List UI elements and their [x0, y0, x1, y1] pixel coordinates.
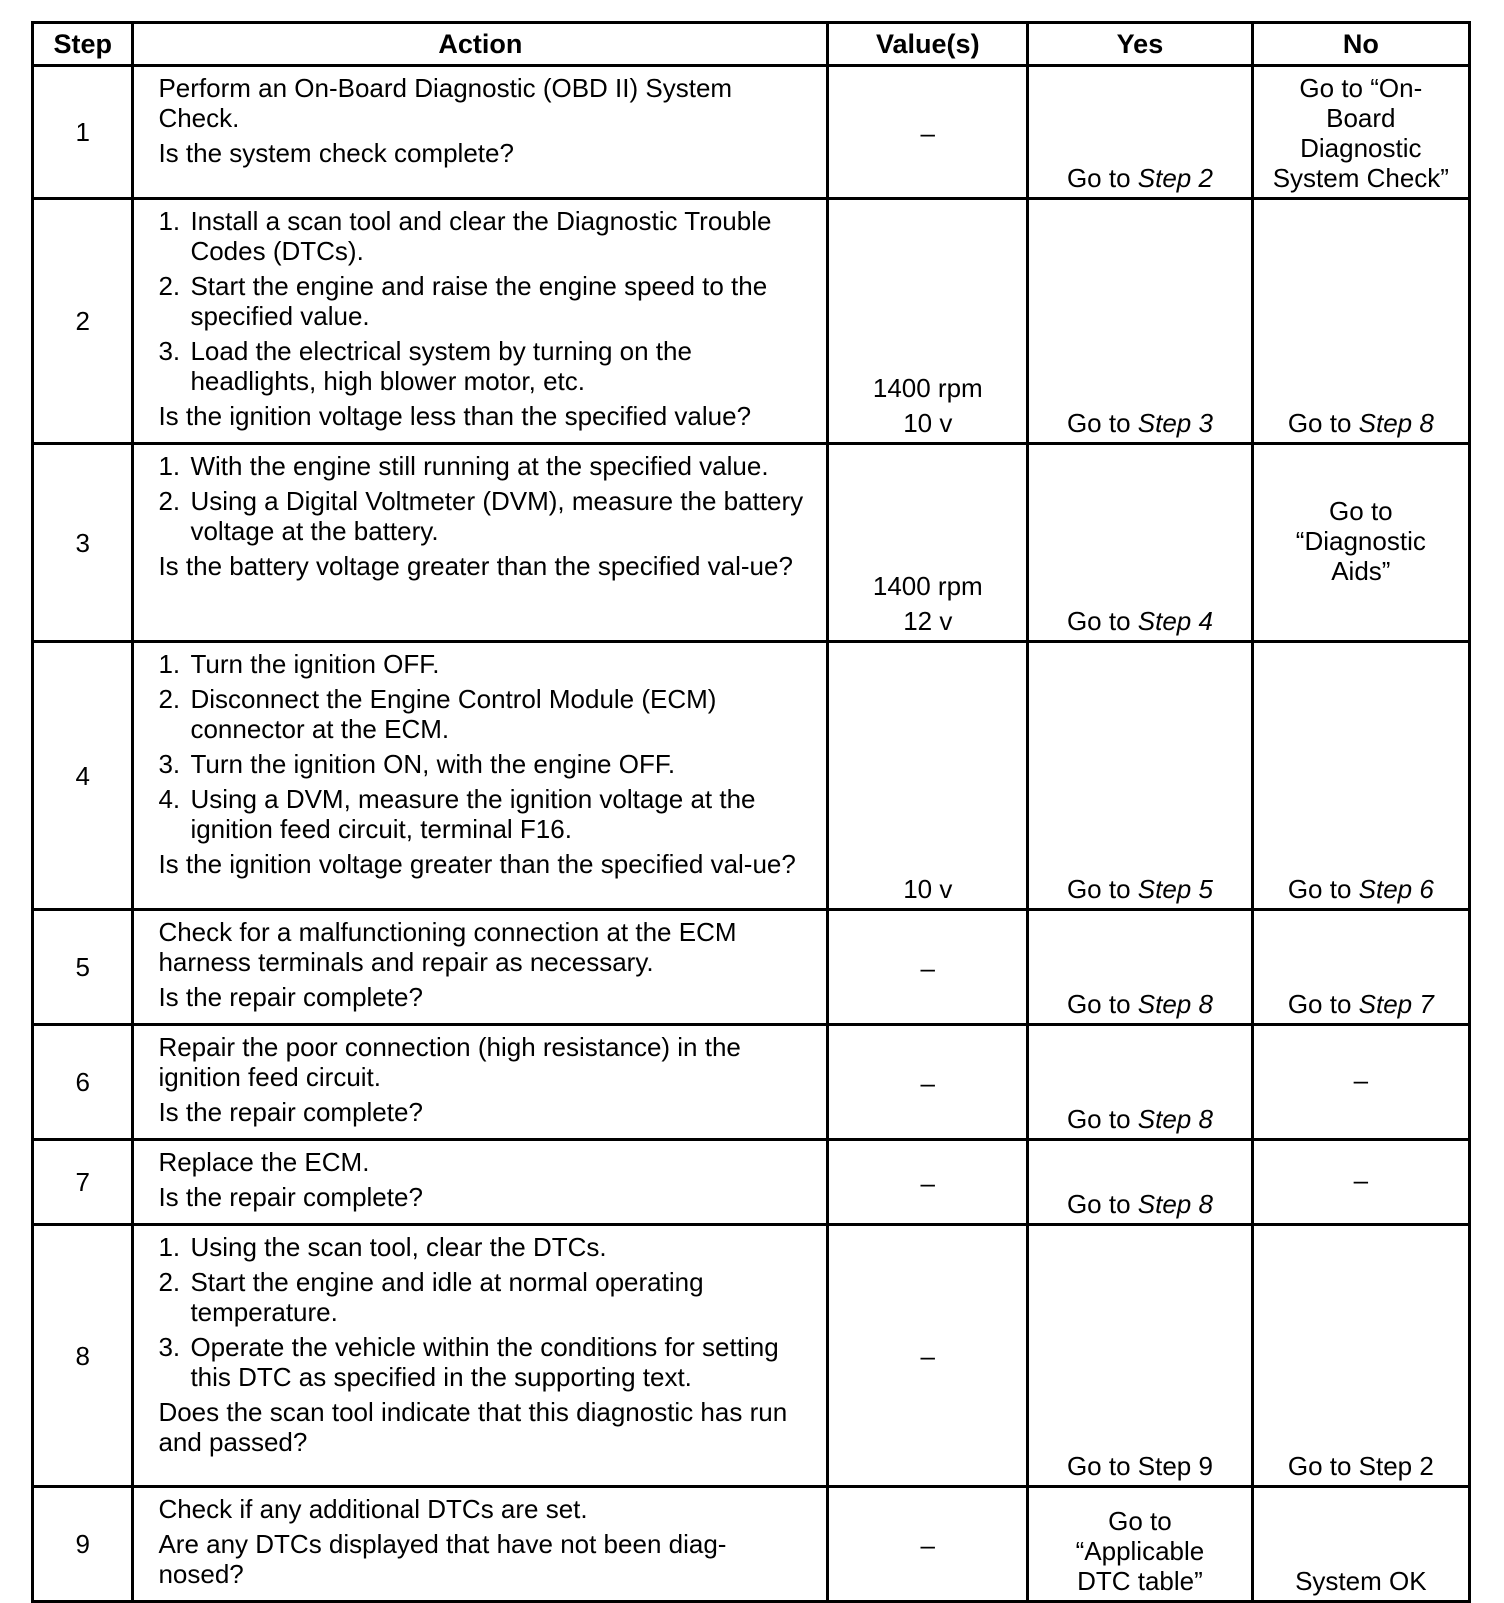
- yes-prefix: Go to “Applicable DTC table”: [1075, 1506, 1205, 1596]
- yes-link[interactable]: [1029, 408, 1250, 438]
- no-link[interactable]: [1254, 989, 1468, 1019]
- action-step-number: 4.: [158, 784, 181, 814]
- value-text: 10 v: [903, 874, 953, 904]
- value-cell: [828, 910, 1028, 1025]
- action-question: Are any DTCs displayed that have not been diag-nosed?: [158, 1529, 727, 1589]
- action-step-text: Operate the vehicle within the conditions for setting this DTC as specified in the supporting text.: [190, 1332, 779, 1392]
- action-step-text: Using the scan tool, clear the DTCs.: [190, 1232, 607, 1262]
- header-row: [33, 23, 1470, 66]
- header-step: Step: [33, 23, 133, 66]
- action-cell: [133, 199, 828, 444]
- action-step: [158, 206, 810, 266]
- yes-link[interactable]: [1029, 989, 1250, 1019]
- action-step: [158, 271, 810, 331]
- step-number: 5: [33, 910, 133, 1025]
- step-number: 8: [33, 1225, 133, 1487]
- action-question: Is the battery voltage greater than the specified val-ue?: [158, 551, 793, 581]
- yes-link[interactable]: [1029, 1104, 1250, 1134]
- no-prefix: Go to: [1287, 989, 1359, 1019]
- action-cell: [133, 1140, 828, 1225]
- yes-prefix: Go to: [1066, 163, 1138, 193]
- action-cell: [133, 642, 828, 910]
- no-cell: [1252, 66, 1469, 199]
- header-values: Value(s): [828, 23, 1028, 66]
- action-step: [158, 1332, 810, 1392]
- yes-cell: [1028, 1225, 1252, 1487]
- action-question: Check if any additional DTCs are set.: [158, 1494, 588, 1524]
- no-cell: [1252, 1487, 1469, 1602]
- yes-cell: [1028, 642, 1252, 910]
- yes-cell: [1028, 1140, 1252, 1225]
- yes-link[interactable]: [1029, 163, 1250, 193]
- action-cell: [133, 444, 828, 642]
- no-cell: [1252, 1025, 1469, 1140]
- action-cell: [133, 910, 828, 1025]
- value-cell: [828, 1140, 1028, 1225]
- action-step-text: Disconnect the Engine Control Module (ECM) connector at the ECM.: [190, 684, 717, 744]
- table-row: [33, 1225, 1470, 1487]
- step-number: 1: [33, 66, 133, 199]
- action-question: Does the scan tool indicate that this diagnostic has run and passed?: [158, 1397, 788, 1457]
- action-step-number: 1.: [158, 206, 181, 236]
- table-row: [33, 1140, 1470, 1225]
- action-step: [158, 1267, 810, 1327]
- value-text: –: [920, 1167, 936, 1198]
- no-cell: [1252, 444, 1469, 642]
- action-step: [158, 749, 810, 779]
- action-step-text: Start the engine and idle at normal operating temperature.: [190, 1267, 704, 1327]
- table-row: [33, 444, 1470, 642]
- no-prefix: –: [1353, 1165, 1369, 1195]
- no-cell: [1252, 199, 1469, 444]
- yes-prefix: Go to: [1066, 874, 1138, 904]
- yes-prefix: Go to: [1066, 1104, 1138, 1134]
- yes-step-ref: Step 2: [1137, 163, 1213, 193]
- no-prefix: Go to Step 2: [1287, 1451, 1434, 1481]
- yes-cell: [1028, 199, 1252, 444]
- action-step-text: Using a DVM, measure the ignition voltage at the ignition feed circuit, terminal F16.: [190, 784, 756, 844]
- yes-cell: [1028, 910, 1252, 1025]
- no-link[interactable]: [1286, 496, 1436, 586]
- action-question: Check for a malfunctioning connection at the ECM harness terminals and repair as necessary.: [158, 917, 737, 977]
- action-question: Is the repair complete?: [158, 982, 423, 1012]
- no-step-ref: Step 8: [1358, 408, 1434, 438]
- value-text: –: [920, 1341, 936, 1371]
- no-link[interactable]: [1254, 1451, 1468, 1481]
- yes-prefix: Go to Step 9: [1066, 1451, 1213, 1481]
- value-text: 1400 rpm: [872, 571, 983, 601]
- action-step: [158, 649, 810, 679]
- value-cell: [828, 1225, 1028, 1487]
- value-cell: [828, 1025, 1028, 1140]
- yes-link[interactable]: [1029, 874, 1250, 904]
- yes-cell: [1028, 1487, 1252, 1602]
- step-number: 7: [33, 1140, 133, 1225]
- no-link[interactable]: [1254, 874, 1468, 904]
- no-prefix: Go to: [1287, 874, 1359, 904]
- action-question: Is the repair complete?: [158, 1182, 423, 1212]
- value-text: –: [920, 1529, 936, 1560]
- no-cell: [1252, 910, 1469, 1025]
- action-step-number: 2.: [158, 1267, 181, 1297]
- value-cell: [828, 1487, 1028, 1602]
- table-row: [33, 66, 1470, 199]
- no-cell: [1252, 1140, 1469, 1225]
- step-number: 4: [33, 642, 133, 910]
- action-step-number: 1.: [158, 1232, 181, 1262]
- action-step: [158, 486, 810, 546]
- value-cell: [828, 66, 1028, 199]
- action-question: Perform an On-Board Diagnostic (OBD II) System Check.: [158, 73, 733, 133]
- value-text: –: [920, 117, 936, 148]
- value-text: 12 v: [903, 606, 953, 636]
- table-row: [33, 642, 1470, 910]
- no-prefix: System OK: [1295, 1566, 1427, 1596]
- yes-step-ref: Step 4: [1137, 606, 1213, 636]
- yes-cell: [1028, 66, 1252, 199]
- action-step-number: 3.: [158, 749, 181, 779]
- yes-step-ref: Step 8: [1137, 989, 1213, 1019]
- yes-cell: [1028, 444, 1252, 642]
- yes-prefix: Go to: [1066, 989, 1138, 1019]
- header-yes: Yes: [1028, 23, 1252, 66]
- table-row: [33, 1025, 1470, 1140]
- no-prefix: –: [1353, 1065, 1369, 1095]
- action-cell: [133, 66, 828, 199]
- value-cell: [828, 642, 1028, 910]
- action-step-text: With the engine still running at the specified value.: [190, 451, 769, 481]
- action-step-text: Turn the ignition OFF.: [190, 649, 440, 679]
- action-question: Is the repair complete?: [158, 1097, 423, 1127]
- yes-prefix: Go to: [1066, 1189, 1138, 1219]
- action-step-text: Start the engine and raise the engine speed to the specified value.: [190, 271, 768, 331]
- action-question: Replace the ECM.: [158, 1147, 370, 1177]
- no-step-ref: Step 6: [1358, 874, 1434, 904]
- action-question: Is the system check complete?: [158, 138, 514, 168]
- action-step: [158, 451, 810, 481]
- value-text: 1400 rpm: [872, 373, 983, 403]
- action-step-number: 3.: [158, 1332, 181, 1362]
- action-question: Is the ignition voltage greater than the specified val-ue?: [158, 849, 796, 879]
- action-step-number: 2.: [158, 684, 181, 714]
- action-step: [158, 1232, 810, 1262]
- yes-cell: [1028, 1025, 1252, 1140]
- action-step-text: Using a Digital Voltmeter (DVM), measure the battery voltage at the battery.: [190, 486, 804, 546]
- action-step: [158, 336, 810, 396]
- action-cell: [133, 1487, 828, 1602]
- value-text: 10 v: [903, 408, 953, 438]
- no-prefix: Go to “Diagnostic Aids”: [1295, 495, 1426, 586]
- action-step-number: 2.: [158, 271, 181, 301]
- action-step-text: Load the electrical system by turning on the headlights, high blower motor, etc.: [190, 336, 692, 396]
- no-step-ref: Step 7: [1358, 989, 1434, 1019]
- action-step-number: 1.: [158, 649, 181, 679]
- no-link[interactable]: [1266, 73, 1456, 193]
- value-text: –: [920, 952, 936, 983]
- yes-prefix: Go to: [1066, 408, 1138, 438]
- action-step-number: 2.: [158, 486, 181, 516]
- no-link[interactable]: [1254, 408, 1468, 438]
- table-row: [33, 1487, 1470, 1602]
- table-row: [33, 910, 1470, 1025]
- value-cell: [828, 444, 1028, 642]
- table-row: [33, 199, 1470, 444]
- action-step-text: Turn the ignition ON, with the engine OFF.: [190, 749, 676, 779]
- action-step: [158, 684, 810, 744]
- no-prefix: Go to: [1287, 408, 1359, 438]
- no-link[interactable]: [1254, 1165, 1468, 1195]
- header-action: Action: [133, 23, 828, 66]
- value-cell: [828, 199, 1028, 444]
- no-cell: [1252, 642, 1469, 910]
- no-prefix: Go to “On-Board Diagnostic System Check”: [1272, 73, 1449, 193]
- yes-step-ref: Step 5: [1137, 874, 1213, 904]
- step-number: 3: [33, 444, 133, 642]
- value-text: –: [920, 1067, 936, 1098]
- yes-prefix: Go to: [1066, 606, 1138, 636]
- step-number: 6: [33, 1025, 133, 1140]
- action-question: Repair the poor connection (high resistance) in the ignition feed circuit.: [158, 1032, 741, 1092]
- yes-link[interactable]: [1029, 606, 1250, 636]
- yes-link[interactable]: [1060, 1506, 1220, 1596]
- action-step-number: 3.: [158, 336, 181, 366]
- yes-link[interactable]: [1029, 1189, 1250, 1219]
- header-no: No: [1252, 23, 1469, 66]
- step-number: 9: [33, 1487, 133, 1602]
- no-link[interactable]: [1254, 1065, 1468, 1095]
- action-cell: [133, 1225, 828, 1487]
- yes-link[interactable]: [1029, 1451, 1250, 1481]
- diagnostic-table: [31, 21, 1471, 1603]
- action-cell: [133, 1025, 828, 1140]
- yes-step-ref: Step 3: [1137, 408, 1213, 438]
- step-number: 2: [33, 199, 133, 444]
- no-link[interactable]: [1254, 1566, 1468, 1596]
- action-step: [158, 784, 810, 844]
- action-step-text: Install a scan tool and clear the Diagnostic Trouble Codes (DTCs).: [190, 206, 772, 266]
- action-step-number: 1.: [158, 451, 181, 481]
- yes-step-ref: Step 8: [1137, 1104, 1213, 1134]
- yes-step-ref: Step 8: [1137, 1189, 1213, 1219]
- action-question: Is the ignition voltage less than the specified value?: [158, 401, 752, 431]
- no-cell: [1252, 1225, 1469, 1487]
